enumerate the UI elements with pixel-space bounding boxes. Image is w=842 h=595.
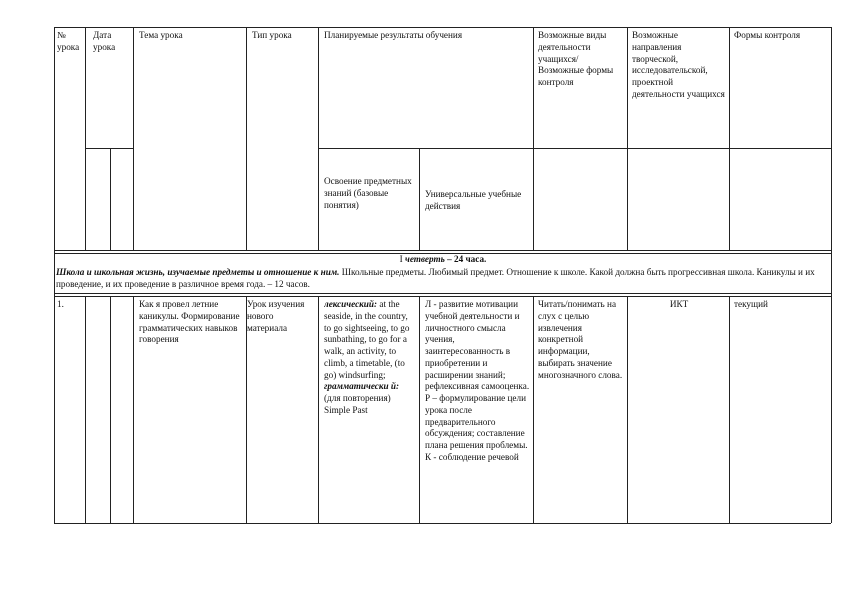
col-line-left (54, 27, 55, 523)
col-line-type-left (246, 27, 247, 250)
table-border-bottom (54, 523, 831, 524)
row-line-knowledge-left (318, 296, 319, 523)
row-lesson-type: Урок изучения нового материала (247, 299, 305, 333)
results-subheader-line (318, 148, 831, 149)
header-lesson-date: Дата урока (93, 30, 116, 52)
col-line-date-left (85, 27, 86, 250)
header-creative-directions: Возможные направления творческой, исследовательской, проектной деятельности учащихся (632, 30, 725, 99)
table-border-top (54, 27, 831, 28)
header-subject-knowledge: Освоение предметных знаний (базовые понятия) (324, 176, 412, 210)
col-line-results-left (318, 27, 319, 250)
row-possible-activities: Читать/понимать на слух с целью извлечения конкретной информации, выбирать значение многозначного слова. (538, 299, 623, 380)
quarter-title (56, 254, 830, 264)
row-line-actions-left (419, 296, 420, 523)
col-line-right (831, 27, 832, 523)
knowledge-grammar-text: (для повторения) Simple Past (324, 393, 391, 415)
quarter-roman: I (399, 254, 403, 264)
header-possible-activities: Возможные виды деятельности учащихся/ Возможные формы контроля (538, 30, 614, 88)
row-control-form: текущий (734, 299, 768, 309)
knowledge-lexical-label: лексический: (324, 299, 378, 309)
row-line-control-left (729, 296, 730, 523)
col-line-activities-left (533, 27, 534, 250)
row-line-date-split (110, 296, 111, 523)
row-lesson-number: 1. (57, 299, 64, 309)
row-subject-knowledge (324, 299, 415, 417)
quarter-label: четверть (405, 254, 445, 264)
header-lesson-number: № урока (57, 30, 80, 52)
row-creative-directions: ИКТ (669, 299, 689, 309)
header-lesson-type: Тип урока (252, 30, 292, 40)
quarter-hours: – 24 часа. (444, 254, 487, 264)
row-top-line (54, 296, 831, 297)
header-control-forms: Формы контроля (734, 30, 801, 40)
header-planned-results: Планируемые результаты обучения (324, 30, 463, 40)
row-line-date-left (85, 296, 86, 523)
row-lesson-topic: Как я провел летние каникулы. Формирование грамматических навыков говорения (139, 299, 240, 345)
header-bottom-line (54, 250, 831, 251)
col-line-topic-left (133, 27, 134, 250)
header-lesson-topic: Тема урока (139, 30, 183, 40)
col-line-directions-left (627, 27, 628, 250)
header-universal-actions: Универсальные учебные действия (425, 189, 522, 211)
knowledge-grammar-label: грамматически й: (324, 381, 400, 392)
col-line-control-left (729, 27, 730, 250)
row-line-directions-left (627, 296, 628, 523)
section-topic-rest: Школьные предметы. Любимый предмет. Отношение к школе. Какой должна быть прогрессивная школа. Каникулы и их проведение, и их проведение в различное время года. – 12 часов. (56, 267, 815, 289)
col-line-date-split (110, 148, 111, 250)
section-topic-lead: Школа и школьная жизнь, изучаемые предметы и отношение к ним. (56, 267, 340, 277)
section-bottom-line (54, 293, 831, 294)
row-line-activities-left (533, 296, 534, 523)
row-universal-actions: Л - развитие мотивации учебной деятельности и личностного смысла учения, заинтересованность в приобретении и расширении знаний; рефлексивная самооценка. Р – формулирование цели урока после предварительного обсуждения; составление плана решения проблемы. К - соблюдение речевой (425, 299, 530, 462)
col-line-ua-left (419, 148, 420, 250)
knowledge-lexical-text: at the seaside, in the country, to go sightseeing, to go sunbathing, to go for a walk, an activity, to climb, a timetable, (to go) windsurfing; (324, 299, 410, 380)
row-line-topic-left (133, 296, 134, 523)
date-subheader-line (85, 148, 133, 149)
section-topic (56, 267, 828, 291)
